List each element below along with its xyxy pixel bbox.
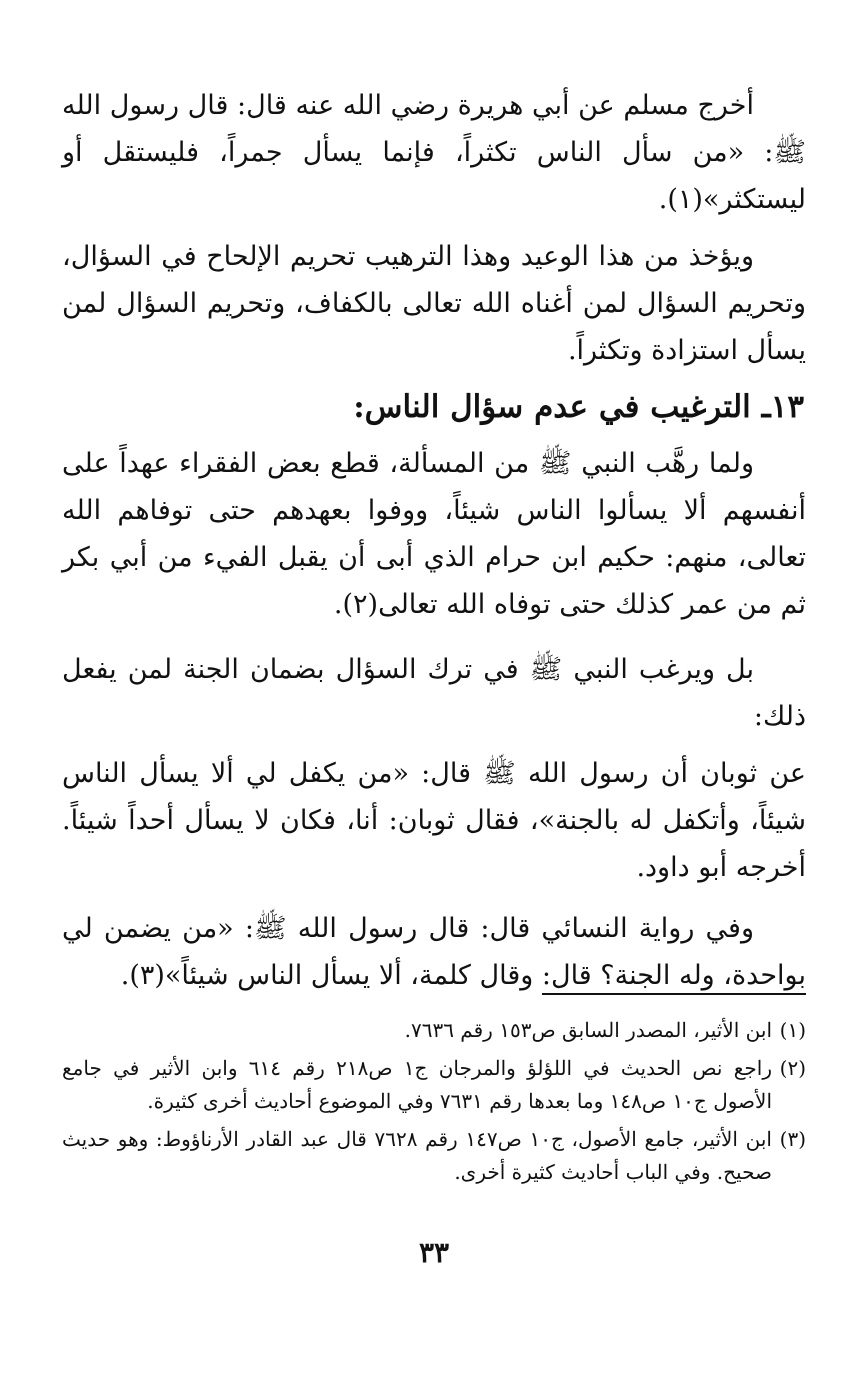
paragraph-thawban: عن ثوبان أن رسول الله ﷺ قال: «من يكفل لي ألا يسأل الناس شيئاً، وأتكفل له بالجنة»، فقال ثوبان: أنا، فكان لا يسأل أحداً شيئاً. أخرجه أبو داود. bbox=[62, 758, 806, 883]
main-text bbox=[62, 82, 806, 999]
footnote-number: (٣) bbox=[779, 1127, 806, 1151]
footnote-number: (١) bbox=[779, 1018, 806, 1042]
paragraph-encouragement: بل ويرغب النبي ﷺ في ترك السؤال بضمان الجنة لمن يفعل ذلك: bbox=[62, 654, 806, 732]
footnote-text: ابن الأثير، المصدر السابق ص١٥٣ رقم ٧٦٣٦. bbox=[404, 1018, 772, 1042]
paragraph-companions: ولما رهَّب النبي ﷺ من المسألة، قطع بعض الفقراء عهداً على أنفسهم ألا يسألوا الناس شيئاً، ووفوا بعهدهم حتى توفاهم الله تعالى، منهم: حكيم ابن حرام الذي أبى أن يقبل الفيء من أبي بكر ثم من عمر كذلك حتى توفاه الله تعالى(٢). bbox=[62, 448, 806, 620]
paragraph-nasai: وفي رواية النسائي قال: قال رسول الله ﷺ: «من يضمن لي بواحدة، وله الجنة؟ قال: وقال كلمة، ألا يسأل الناس شيئاً»(٣). bbox=[62, 913, 806, 991]
footnote-item bbox=[62, 1052, 806, 1118]
footnote-item bbox=[62, 1014, 806, 1047]
footnote-divider bbox=[542, 993, 806, 995]
page-number: ٣٣ bbox=[418, 1236, 450, 1269]
paragraph-hadith-muslim: أخرج مسلم عن أبي هريرة رضي الله عنه قال: قال رسول الله ﷺ: «من سأل الناس تكثراً، فإنما يسأل جمراً، فليستقل أو ليستكثر»(١). bbox=[62, 90, 806, 215]
footnote-item bbox=[62, 1123, 806, 1189]
footnote-text: ابن الأثير، جامع الأصول، ج١٠ ص١٤٧ رقم ٧٦٢٨ قال عبد القادر الأرناؤوط: وهو حديث صحيح. وفي الباب أحاديث كثيرة أخرى. bbox=[62, 1127, 772, 1184]
footnotes bbox=[62, 1014, 806, 1194]
footnote-text: راجع نص الحديث في اللؤلؤ والمرجان ج١ ص٢١٨ رقم ٦١٤ وابن الأثير في جامع الأصول ج١٠ ص١٤٨ وما بعدها رقم ٧٦٣١ وفي الموضوع أحاديث أخرى كثيرة. bbox=[62, 1056, 772, 1113]
footnote-number: (٢) bbox=[779, 1056, 806, 1080]
section-heading: ١٣ـ الترغيب في عدم سؤال الناس: bbox=[353, 389, 804, 425]
paragraph-takeaway: ويؤخذ من هذا الوعيد وهذا الترهيب تحريم الإلحاح في السؤال، وتحريم السؤال لمن أغناه الله تعالى بالكفاف، وتحريم السؤال لمن يسأل استزادة وتكثراً. bbox=[62, 241, 806, 366]
